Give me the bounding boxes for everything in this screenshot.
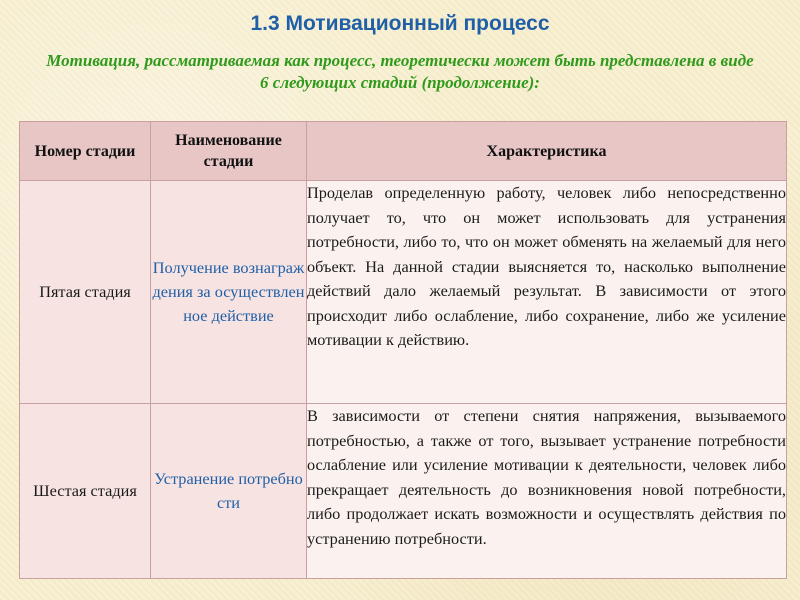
header-stage-name-label: Наименование стадии	[175, 132, 282, 170]
slide-subtitle: Мотивация, рассматриваемая как процесс, теоретически может быть представлена в виде 6 следующих стадий (продолжение):	[46, 51, 754, 92]
stage-description-cell: Проделав определенную работу, человек либо непосредственно получает то, что он может использовать для устранения потребности, либо то, что он может обменять на желаемый для него объект. На данной стадии выясняется то, насколько выполнение действий дало желаемый результат. В зависимости от этого происходит либо ослабление, либо сохранение, либо же усиление мотивации к действию.	[307, 181, 787, 404]
slide-title: 1.3 Мотивационный процесс	[250, 12, 550, 35]
stage-number-cell: Шестая стадия	[20, 404, 151, 579]
table-row	[20, 181, 787, 404]
stage-number-cell: Пятая стадия	[20, 181, 151, 404]
header-stage-number-label: Номер стадии	[34, 142, 136, 160]
stage-description-cell: В зависимости от степени снятия напряжения, вызываемого потребностью, а также от того, вызывает устранение потребности ослабление или усиление мотивации к деятельности, человек либо прекращает деятельность до возникновения новой потребности, либо продолжает искать возможности и осуществлять действия по устранению потребности.	[307, 404, 787, 579]
header-stage-number	[20, 122, 151, 181]
header-characteristic	[307, 122, 787, 181]
stages-table	[19, 121, 787, 579]
header-characteristic-label: Характеристика	[486, 142, 607, 160]
stage-name-cell: Получение вознаграждения за осуществленное действие	[151, 181, 307, 404]
header-stage-name	[151, 122, 307, 181]
table-header-row	[20, 122, 787, 181]
table-row	[20, 404, 787, 579]
stage-name-cell: Устранение потребности	[151, 404, 307, 579]
